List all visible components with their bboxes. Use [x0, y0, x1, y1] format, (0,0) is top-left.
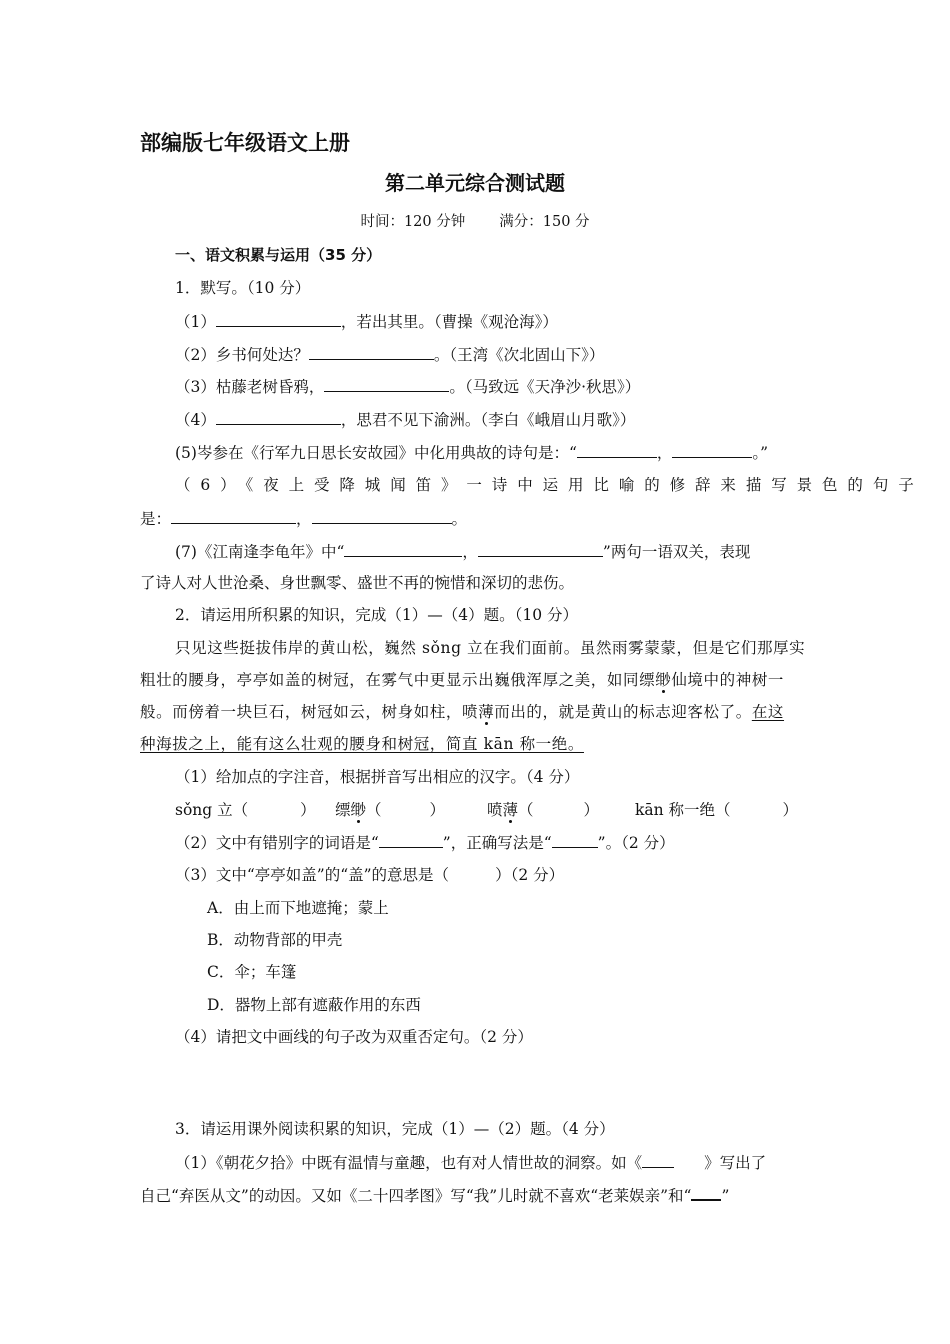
- exam-score: 满分：150 分: [499, 214, 590, 230]
- pinyin-text: kān 称一绝（: [635, 801, 731, 819]
- q3-text: 》写出了: [704, 1154, 767, 1172]
- q1-item-1: [175, 311, 558, 332]
- q2-sub2-pre: （2）文中有错别字的词语是“: [175, 834, 379, 852]
- option-b: B．动物背部的甲壳: [207, 931, 343, 949]
- pinyin-text: 缥: [335, 801, 351, 819]
- q1-stem: 1．默写。（10 分）: [175, 279, 311, 297]
- q1-item-5-mid: ，: [656, 444, 673, 462]
- q2-sub4: （4）请把文中画线的句子改为双重否定句。（2 分）: [175, 1028, 533, 1046]
- q1-item-7-post: ”两句一语双关，表现: [602, 543, 751, 561]
- exam-time: 时间：120 分钟: [360, 214, 466, 230]
- dotted-char: 缈: [350, 801, 367, 819]
- answer-blank[interactable]: [216, 311, 341, 327]
- q2-sub2-mid: ”，正确写法是“: [442, 834, 552, 852]
- answer-blank[interactable]: [379, 832, 443, 848]
- q2-sub3-post: ）（2 分）: [495, 866, 565, 884]
- q1-item-6-line1: （6）《夜上受降城闻笛》一诗中运用比喻的修辞来描写景色的句子: [175, 476, 924, 494]
- q1-item-3: [175, 376, 640, 397]
- underlined-sentence: 在这: [751, 703, 785, 721]
- q1-item-7-mid: ，: [462, 543, 478, 561]
- q1-item-1-pre: （1）: [175, 313, 216, 331]
- passage-line-1: 只见这些挺拔伟岸的黄山松，巍然 sǒng 立在我们面前。虽然雨雾蒙蒙，但是它们那厚实: [175, 639, 806, 657]
- pinyin-item-3: [487, 800, 599, 820]
- q2-sub3-pre: （3）文中“亭亭如盖”的“盖”的意思是（: [175, 866, 450, 884]
- q1-item-7-line1: [175, 541, 750, 562]
- passage-text: 般。而傍着一块巨石，树冠如云，树身如柱，喷: [140, 703, 479, 721]
- q3-text: ”: [721, 1187, 730, 1205]
- q1-item-5-post: 。”: [752, 444, 769, 462]
- q3-line-2: [140, 1184, 729, 1206]
- q1-item-2-pre: （2）乡书何处达？: [175, 346, 309, 364]
- answer-blank[interactable]: [216, 409, 341, 425]
- option-a: A．由上而下地遮掩；蒙上: [207, 899, 389, 917]
- answer-blank[interactable]: [171, 508, 296, 524]
- exam-meta: [0, 212, 950, 232]
- q1-item-2-post: 。（王湾《次北固山下》）: [433, 346, 605, 364]
- section-heading: 一、语文积累与运用（35 分）: [175, 246, 382, 264]
- q1-item-6-mid: ，: [296, 510, 312, 528]
- q1-item-5-pre: (5)岑参在《行军九日思长安故园》中化用典故的诗句是：“: [175, 444, 577, 462]
- q3-text: （1）《朝花夕拾》中既有温情与童趣，也有对人情世故的洞察。如《: [175, 1154, 643, 1172]
- series-title: 部编版七年级语文上册: [140, 131, 350, 155]
- q3-stem: 3．请运用课外阅读积累的知识，完成（1）—（2）题。（4 分）: [175, 1120, 615, 1138]
- q3-text: 自己“弃医从文”的动因。又如《二十四孝图》写“我”儿时就不喜欢“老莱娱亲”和“: [140, 1187, 692, 1205]
- q1-item-6-pre: 是：: [140, 510, 172, 528]
- answer-blank[interactable]: [312, 508, 452, 524]
- q1-item-4: [175, 409, 635, 430]
- pinyin-text: ）: [429, 801, 446, 819]
- pinyin-text: （: [366, 801, 382, 819]
- dotted-char: 薄: [502, 801, 519, 819]
- answer-blank[interactable]: [478, 541, 603, 557]
- option-d: D．器物上部有遮蔽作用的东西: [207, 996, 421, 1014]
- answer-blank[interactable]: [344, 541, 462, 557]
- passage-text: 而出的，就是黄山的标志迎客松了。: [494, 703, 752, 721]
- answer-blank[interactable]: [552, 832, 598, 848]
- passage-line-2: [140, 670, 810, 690]
- passage-line-4: [140, 734, 584, 754]
- pinyin-item-1: [175, 800, 316, 820]
- page-title: 第二单元综合测试题: [385, 171, 565, 195]
- passage-text: 粗壮的腰身，亭亭如盖的树冠，在雾气中更显示出巍俄浑厚之美，如同缥: [140, 671, 656, 689]
- q1-item-6-post: 。: [451, 510, 468, 528]
- pinyin-text: 喷: [487, 801, 503, 819]
- q1-item-4-pre: （4）: [175, 411, 216, 429]
- q1-item-2: [175, 344, 604, 365]
- q2-sub2: [175, 832, 675, 853]
- q3-line-1: [175, 1152, 766, 1173]
- answer-blank[interactable]: [324, 376, 449, 392]
- q2-sub2-post: ”。（2 分）: [597, 834, 675, 852]
- answer-blank[interactable]: [672, 442, 752, 458]
- q1-item-1-post: ，若出其里。（曹操《观沧海》）: [340, 313, 558, 331]
- q2-stem: 2．请运用所积累的知识，完成（1）—（4）题。（10 分）: [175, 606, 578, 624]
- q1-item-7-line2: 了诗人对人世沧桑、身世飘零、盛世不再的惋惜和深切的悲伤。: [140, 574, 575, 592]
- q2-sub3: [175, 865, 564, 885]
- q1-item-3-pre: （3）枯藤老树昏鸦，: [175, 378, 325, 396]
- passage-line-3: [140, 702, 810, 722]
- q1-item-7-pre: (7)《江南逢李龟年》中“: [175, 543, 345, 561]
- passage-text: 仙境中的神树一: [671, 671, 785, 689]
- pinyin-text: ）: [583, 801, 600, 819]
- q1-item-5: [175, 442, 768, 463]
- q1-item-6-line2: [140, 508, 467, 529]
- answer-blank[interactable]: [577, 442, 657, 458]
- q2-sub1: （1）给加点的字注音，根据拼音写出相应的汉字。（4 分）: [175, 768, 580, 786]
- answer-blank[interactable]: [309, 344, 434, 360]
- q1-item-4-post: ，思君不见下渝洲。（李白《峨眉山月歌》）: [340, 411, 636, 429]
- answer-blank[interactable]: [691, 1184, 721, 1201]
- answer-blank[interactable]: [642, 1152, 674, 1168]
- pinyin-text: ）: [782, 801, 799, 819]
- underlined-sentence: 种海拔之上，能有这么壮观的腰身和树冠，简直 kān 称一绝。: [140, 735, 584, 753]
- pinyin-text: sǒng 立（: [175, 801, 249, 819]
- option-c: C．伞；车篷: [207, 963, 297, 981]
- pinyin-text: （: [518, 801, 534, 819]
- dotted-char: 薄: [478, 703, 495, 721]
- pinyin-item-2: [335, 800, 445, 820]
- pinyin-item-4: [635, 800, 798, 820]
- dotted-char: 缈: [655, 671, 672, 689]
- q1-item-3-post: 。（马致远《天净沙·秋思》）: [449, 378, 641, 396]
- pinyin-text: ）: [300, 801, 316, 819]
